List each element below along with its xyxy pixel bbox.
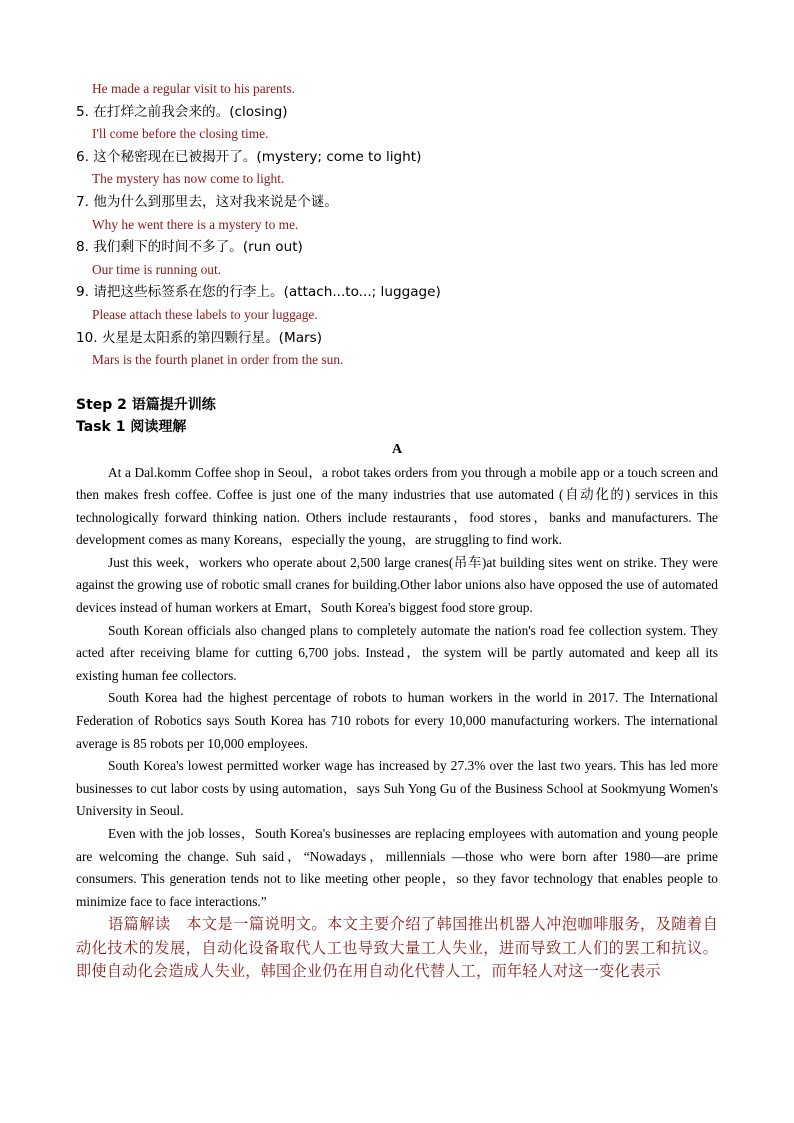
task-heading-text: Task 1 阅读理解 xyxy=(76,419,187,436)
question-8-text: 8. 我们剩下的时间不多了。(run out) xyxy=(76,239,303,256)
section-spacer xyxy=(76,372,718,394)
passage-paragraph-1: At a Dal.komm Coffee shop in Seoul，a robot takes orders from you through a mobile app or a touch screen and then makes fresh coffee. Coffee is just one of the many industries that use automated (自动化的) services in this technologically forward thinking nation. Others include restaurants，food stores，banks and manufacturers. The development comes as many Koreans，especially the young，are struggling to find work. xyxy=(76,464,718,548)
document-page xyxy=(76,78,718,983)
answer-9: Please attach these labels to your luggage. xyxy=(92,306,318,322)
passage-paragraph-4: South Korea had the highest percentage of robots to human workers in the world in 2017. The International Federation of Robotics says South Korea has 710 robots for every 10,000 manufacturing workers. The international average is 85 robots per 10,000 employees. xyxy=(76,690,718,751)
answer-6: The mystery has now come to light. xyxy=(92,171,285,187)
question-9-text: 9. 请把这些标签系在您的行李上。(attach...to...; luggage) xyxy=(76,284,441,301)
answer-5: I'll come before the closing time. xyxy=(92,126,269,142)
step-heading xyxy=(76,394,718,417)
passage-paragraph-6: Even with the job losses，South Korea's businesses are replacing employees with automation and young people are welcoming the change. Suh said，“Nowadays，millennials —those who were born after 1980—are prime consumers. This generation tends not to like meeting other people，so they favor technology that enables people to minimize face to face interactions.” xyxy=(76,826,718,909)
question-6-text: 6. 这个秘密现在已被揭开了。(mystery; come to light) xyxy=(76,148,422,165)
passage-paragraph-5: South Korea's lowest permitted worker wage has increased by 27.3% over the last two years. This has led more businesses to cut labor costs by using automation，says Suh Yong Gu of the Business School at Sookmyung Women's University in Seoul. xyxy=(76,758,718,819)
passage-analysis: 语篇解读 本文是一篇说明文。本文主要介绍了韩国推出机器人冲泡咖啡服务，及随着自动化技术的发展，自动化设备取代人工也导致大量工人失业，进而导致工人们的罢工和抗议。即使自动化会造成人失业，韩国企业仍在用自动化代替人工，而年轻人对这一变化表示 xyxy=(76,915,718,980)
answer-8: Our time is running out. xyxy=(92,261,222,277)
question-5-text: 5. 在打烊之前我会来的。(closing) xyxy=(76,103,288,120)
answer-4: He made a regular visit to his parents. xyxy=(92,81,296,96)
passage-letter: A xyxy=(391,441,403,457)
question-6 xyxy=(76,146,718,169)
answer-7: Why he went there is a mystery to me. xyxy=(92,216,299,232)
passage-paragraph-2: Just this week，workers who operate about 2,500 large cranes(吊车)at building sites went on strike. They were against the growing use of robotic small cranes for building.Other labor unions also have opposed the use of automated devices instead of human workers at Emart，South Korea's biggest food store group. xyxy=(76,554,718,616)
question-8 xyxy=(76,236,718,259)
question-7 xyxy=(76,191,718,214)
step-heading-text: Step 2 语篇提升训练 xyxy=(76,396,216,413)
question-10-text: 10. 火星是太阳系的第四颗行星。(Mars) xyxy=(76,329,322,346)
answer-10: Mars is the fourth planet in order from the sun. xyxy=(92,352,344,368)
task-heading xyxy=(76,416,718,439)
question-9 xyxy=(76,281,718,304)
question-7-text: 7. 他为什么到那里去，这对我来说是个谜。 xyxy=(76,193,338,210)
passage-paragraph-3: South Korean officials also changed plans to completely automate the nation's road fee collection system. They acted after receiving blame for cutting 6,700 jobs. Instead，the system will be partly automated and keep all its existing human fee collectors. xyxy=(76,622,718,683)
question-10 xyxy=(76,327,718,350)
question-5 xyxy=(76,101,718,124)
